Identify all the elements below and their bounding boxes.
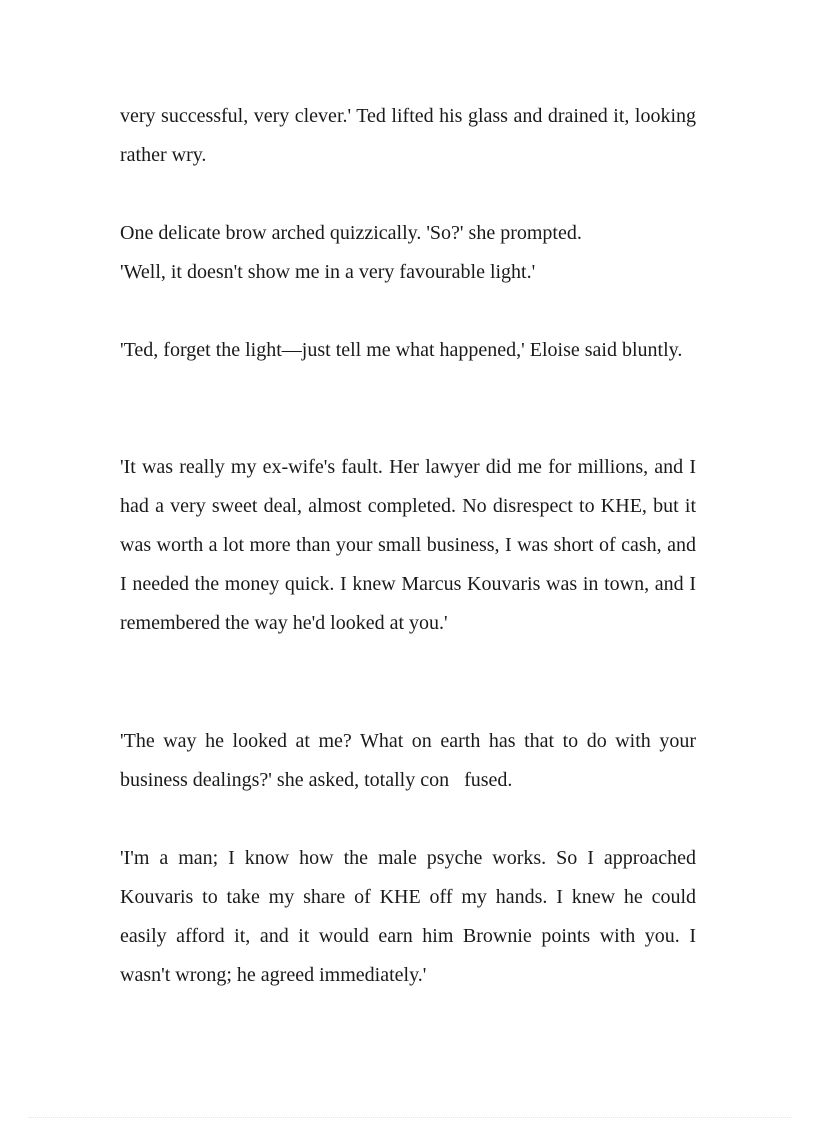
paragraph-text: 'I'm a man; I know how the male psyche works. So I approached Kouvaris to take my share of KHE off my hands. I knew he could easily afford it, and it would earn him Brownie points with you. I wasn't wrong; he agreed immediately.' [120,847,696,986]
paragraph-2 [120,214,696,253]
paragraph-5 [120,448,696,643]
paragraph-6 [120,722,701,800]
paragraph-3 [120,253,696,292]
paragraph-7 [120,839,696,995]
paragraph-text: 'Well, it doesn't show me in a very favourable light.' [120,261,536,283]
paragraph-text: very successful, very clever.' Ted lifted his glass and drained it, looking rather wry. [120,105,696,166]
page-bottom-edge [28,1117,792,1118]
paragraph-1 [120,97,696,175]
paragraph-text: One delicate brow arched quizzically. 'So?' she prompted. [120,222,582,244]
paragraph-text: 'It was really my ex-wife's fault. Her lawyer did me for millions, and I had a very sweet deal, almost completed. No disrespect to KHE, but it was worth a lot more than your small business, I was short of cash, and I needed the money quick. I knew Marcus Kouvaris was in town, and I remembered the way he'd looked at you.' [120,456,696,634]
paragraph-4 [120,331,696,370]
paragraph-text: 'Ted, forget the light—just tell me what happened,' Eloise said bluntly. [120,339,683,361]
paragraph-text: 'The way he looked at me? What on earth has that to do with your business dealings?' she asked, totally con fused. [120,730,701,791]
